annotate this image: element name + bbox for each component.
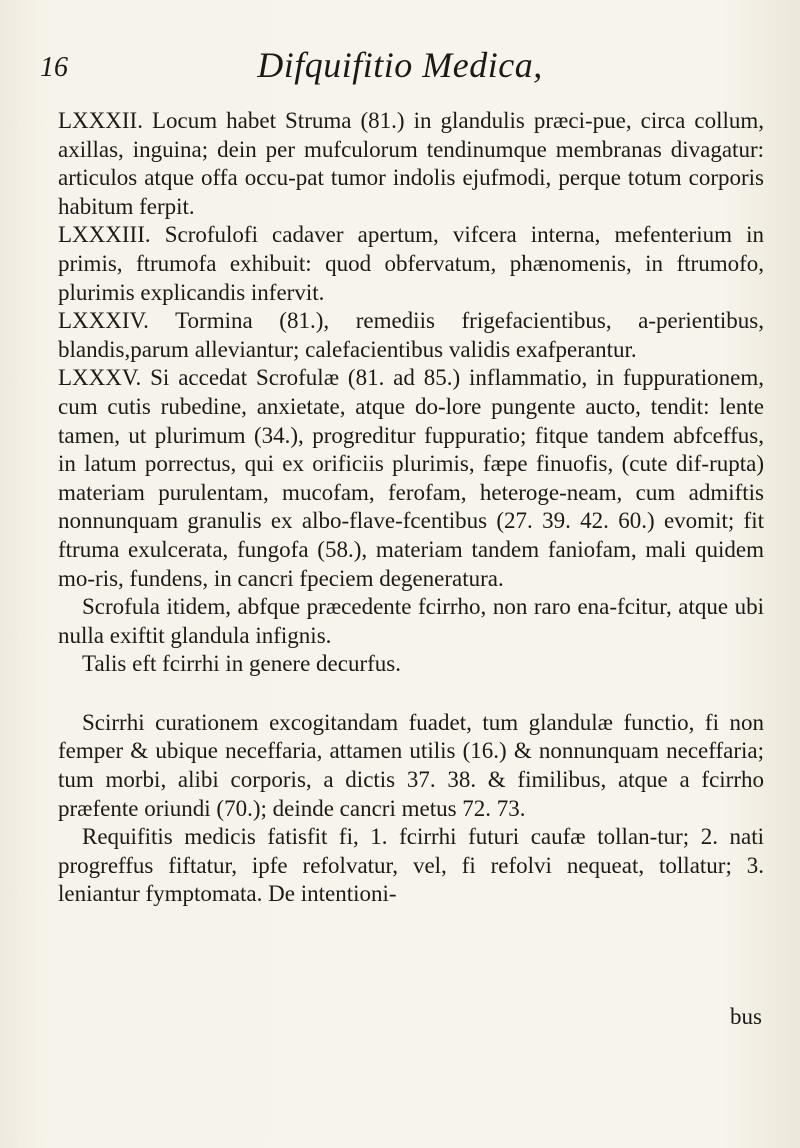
page-number: 16 [40, 52, 68, 83]
paragraph-talis: Talis eft fcirrhi in genere decurfus. [82, 651, 401, 677]
catchword: bus [730, 1004, 762, 1029]
paragraph-lxxxii: LXXXII. Locum habet Struma (81.) in glandulis præci-pue, circa collum, axillas, inguina; dein per mufculorum tendinumque membranas divagatur: articulos atque offa occu-pat tumor indolis ejufmodi, perque totum corporis habitum ferpit. [58, 108, 764, 219]
paragraph-lxxxv: LXXXV. Si accedat Scrofulæ (81. ad 85.) inflammatio, in fuppurationem, cum cutis rubedine, anxietate, atque do-lore pungente aucto, tendit: lente tamen, ut plurimum (34.), progreditur fuppuratio; fitque tandem abfceffus, in latum porrectus, qui ex orificiis plurimis, fæpe finuofis, (cute dif-rupta) materiam purulentam, mucofam, ferofam, heteroge-neam, cum admiftis nonnunquam granulis ex albo-flave-fcentibus (27. 39. 42. 60.) evomit; fit ftruma exulcerata, fungofa (58.), materiam tandem faniofam, mali quidem mo-ris, fundens, in cancri fpeciem degeneratura. [58, 365, 764, 591]
section-gap [58, 679, 764, 709]
page-header [0, 38, 800, 88]
paragraph-scirrhi: Scirrhi curationem excogitandam fuadet, tum glandulæ functio, fi non femper & ubique neceffaria, attamen utilis (16.) & nonnunquam neceffaria; tum morbi, alibi corporis, a dictis 37. 38. & fimilibus, atque a fcirrho præfente oriundi (70.); deinde cancri metus 72. 73. [58, 709, 764, 821]
paragraph-lxxxiv: LXXXIV. Tormina (81.), remediis frigefacientibus, a-perientibus, blandis,parum alleviantur; calefacientibus validis exafperantur. [58, 308, 764, 362]
running-head: Difquifitio Medica, [257, 45, 543, 85]
paragraph-lxxxiii: LXXXIII. Scrofulofi cadaver apertum, vifcera interna, mefenterium in primis, ftrumofa exhibuit: quod obfervatum, phænomenis, in ftrumofo, plurimis explicandis infervit. [58, 222, 764, 305]
body-text [58, 107, 764, 909]
paragraph-requifitis: Requifitis medicis fatisfit fi, 1. fcirrhi futuri caufæ tollan-tur; 2. nati progreffus fiftatur, ipfe refolvatur, vel, fi refolvi nequeat, tollatur; 3. leniantur fymptomata. De intentioni- [58, 824, 764, 907]
paragraph-scrofula: Scrofula itidem, abfque præcedente fcirrho, non raro ena-fcitur, atque ubi nulla exiftit glandula infignis. [58, 594, 764, 648]
